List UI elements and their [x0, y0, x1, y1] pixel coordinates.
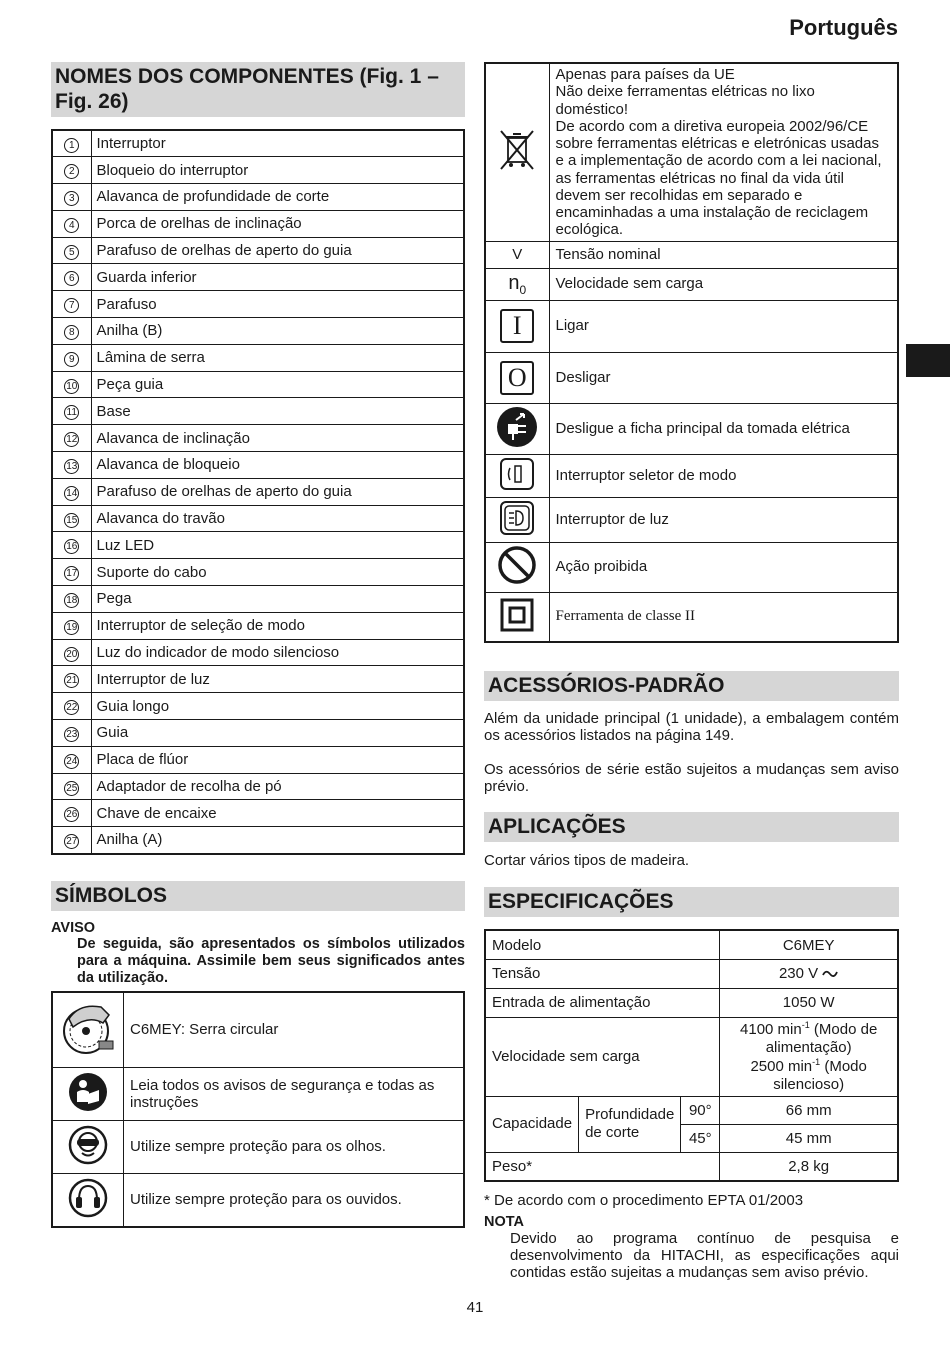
component-row	[52, 130, 464, 157]
component-number: 2	[52, 157, 91, 184]
component-row	[52, 344, 464, 371]
component-row	[52, 452, 464, 479]
unplug-icon	[485, 403, 549, 454]
left-column	[51, 62, 465, 1228]
component-number: 18	[52, 586, 91, 613]
component-label: Suporte do cabo	[91, 559, 464, 586]
component-row	[52, 532, 464, 559]
component-label: Interruptor de seleção de modo	[91, 612, 464, 639]
ear-protection-icon	[52, 1173, 124, 1227]
symbol-row	[485, 542, 898, 592]
component-label: Parafuso	[91, 291, 464, 318]
symbol-text: Ação proibida	[549, 542, 898, 592]
component-row	[52, 291, 464, 318]
symbol-row	[485, 352, 898, 403]
applications-text: Cortar vários tipos de madeira.	[484, 852, 690, 869]
component-row	[52, 398, 464, 425]
component-row	[52, 827, 464, 854]
component-label: Adaptador de recolha de pó	[91, 773, 464, 800]
circular-saw-icon	[52, 992, 124, 1068]
spec-label: Tensão	[485, 959, 720, 988]
component-number: 23	[52, 720, 91, 747]
spec-row	[485, 1152, 898, 1181]
component-number: 1	[52, 130, 91, 157]
component-row	[52, 318, 464, 345]
spec-row	[485, 1096, 898, 1124]
component-label: Luz LED	[91, 532, 464, 559]
note-text: Devido ao programa contínuo de pesquisa e desenvolvimento da HITACHI, as especificações aqui contidas estão sujeitas a mudanças sem aviso prévio.	[510, 1229, 899, 1281]
class-ii-icon	[485, 592, 549, 642]
component-number: 24	[52, 746, 91, 773]
component-number: 26	[52, 800, 91, 827]
component-number: 15	[52, 505, 91, 532]
symbol-row	[485, 300, 898, 352]
symbol-row	[485, 268, 898, 300]
component-number: 13	[52, 452, 91, 479]
component-label: Lâmina de serra	[91, 344, 464, 371]
component-number: 16	[52, 532, 91, 559]
symbol-row	[52, 1120, 464, 1173]
component-number: 5	[52, 237, 91, 264]
spec-label: Profundidade de corte	[579, 1096, 681, 1152]
component-number: 3	[52, 184, 91, 211]
symbols-table-right	[484, 62, 899, 643]
component-label: Placa de flúor	[91, 746, 464, 773]
symbols-heading: SÍMBOLOS	[51, 881, 465, 911]
components-table	[51, 129, 465, 855]
accessories-text-1: Além da unidade principal (1 unidade), a embalagem contém os acessórios listados na página 149.	[484, 710, 899, 745]
ac-wave-icon	[822, 969, 838, 979]
component-number: 14	[52, 478, 91, 505]
symbol-row	[485, 403, 898, 454]
spec-angle: 90°	[681, 1096, 720, 1124]
spec-value: 230 V	[720, 959, 898, 988]
warning-label: AVISO	[51, 919, 96, 936]
section-tab-marker	[906, 344, 950, 377]
note-label: NOTA	[484, 1213, 525, 1230]
symbol-text: Utilize sempre proteção para os ouvidos.	[124, 1173, 465, 1227]
spec-value: C6MEY	[720, 930, 898, 959]
component-row	[52, 720, 464, 747]
spec-row	[485, 959, 898, 988]
component-row	[52, 666, 464, 693]
component-label: Guia	[91, 720, 464, 747]
spec-label: Peso*	[485, 1152, 720, 1181]
component-row	[52, 371, 464, 398]
component-label: Parafuso de orelhas de aperto do guia	[91, 237, 464, 264]
component-label: Guarda inferior	[91, 264, 464, 291]
component-row	[52, 773, 464, 800]
component-label: Interruptor de luz	[91, 666, 464, 693]
spec-value: 66 mm	[720, 1096, 898, 1124]
component-number: 12	[52, 425, 91, 452]
spec-label: Entrada de alimentação	[485, 988, 720, 1017]
symbol-text: Desligue a ficha principal da tomada elétrica	[549, 403, 898, 454]
warning-text: De seguida, são apresentados os símbolos utilizados para a máquina. Assimile bem seus significados antes da utilização.	[77, 935, 465, 986]
symbol-text: C6MEY: Serra circular	[124, 992, 465, 1068]
read-manual-icon	[52, 1067, 124, 1120]
symbol-text: Velocidade sem carga	[549, 268, 898, 300]
component-row	[52, 639, 464, 666]
spec-value: 45 mm	[720, 1124, 898, 1152]
spec-angle: 45°	[681, 1124, 720, 1152]
symbol-row	[485, 454, 898, 497]
component-label: Bloqueio do interruptor	[91, 157, 464, 184]
voltage-symbol: V	[485, 241, 549, 268]
component-number: 8	[52, 318, 91, 345]
component-number: 9	[52, 344, 91, 371]
eye-protection-icon	[52, 1120, 124, 1173]
right-column	[484, 62, 899, 1281]
spec-value: 2,8 kg	[720, 1152, 898, 1181]
symbol-row	[52, 1067, 464, 1120]
component-number: 17	[52, 559, 91, 586]
component-label: Alavanca de profundidade de corte	[91, 184, 464, 211]
component-row	[52, 586, 464, 613]
component-row	[52, 157, 464, 184]
component-row	[52, 478, 464, 505]
component-label: Pega	[91, 586, 464, 613]
no-load-speed-symbol: $n_0$	[485, 268, 549, 300]
symbol-row	[485, 592, 898, 642]
prohibited-icon	[485, 542, 549, 592]
component-row	[52, 559, 464, 586]
component-label: Luz do indicador de modo silencioso	[91, 639, 464, 666]
symbol-text: Ligar	[549, 300, 898, 352]
symbols-table-left	[51, 991, 465, 1228]
symbol-text: Desligar	[549, 352, 898, 403]
spec-label: Velocidade sem carga	[485, 1017, 720, 1096]
component-row	[52, 746, 464, 773]
symbol-row	[52, 1173, 464, 1227]
spec-row	[485, 988, 898, 1017]
mode-switch-icon	[485, 454, 549, 497]
component-label: Alavanca de inclinação	[91, 425, 464, 452]
specifications-table	[484, 929, 899, 1182]
symbol-text: Ferramenta de classe II	[549, 592, 898, 642]
symbol-text: Utilize sempre proteção para os olhos.	[124, 1120, 465, 1173]
component-number: 21	[52, 666, 91, 693]
component-row	[52, 237, 464, 264]
component-label: Guia longo	[91, 693, 464, 720]
spec-label: Capacidade	[485, 1096, 579, 1152]
component-row	[52, 612, 464, 639]
specifications-heading: ESPECIFICAÇÕES	[484, 887, 899, 917]
language-label: Português	[789, 15, 898, 40]
symbol-text: Tensão nominal	[549, 241, 898, 268]
eu-disposal-text: Apenas para países da UE Não deixe ferramentas elétricas no lixo doméstico! De acordo com a diretiva europeia 2002/96/CE sobre ferramentas elétricas e eletrónicas usadas e a implementação de acordo com a lei nacional, as ferramentas elétricas no final da vida útil devem ser recolhidas em separado e encaminhadas a uma instalação de reciclagem ecológica.	[549, 63, 898, 241]
spec-row	[485, 1017, 898, 1096]
component-number: 27	[52, 827, 91, 854]
component-label: Parafuso de orelhas de aperto do guia	[91, 478, 464, 505]
component-row	[52, 264, 464, 291]
component-label: Peça guia	[91, 371, 464, 398]
component-row	[52, 800, 464, 827]
accessories-text-2: Os acessórios de série estão sujeitos a mudanças sem aviso prévio.	[484, 760, 899, 795]
accessories-heading: ACESSÓRIOS-PADRÃO	[484, 671, 899, 701]
component-row	[52, 425, 464, 452]
component-number: 4	[52, 210, 91, 237]
components-heading: NOMES DOS COMPONENTES (Fig. 1 – Fig. 26)	[51, 62, 465, 117]
spec-label: Modelo	[485, 930, 720, 959]
spec-value: 4100 $\min^{-1}$ (Modo de alimentação) 2500 $\min^{-1}$ (Modo silencioso)	[720, 1017, 898, 1096]
component-number: 19	[52, 612, 91, 639]
component-number: 10	[52, 371, 91, 398]
spec-row	[485, 930, 898, 959]
symbol-row	[52, 992, 464, 1068]
symbol-row	[485, 497, 898, 542]
component-number: 6	[52, 264, 91, 291]
component-number: 11	[52, 398, 91, 425]
applications-heading: APLICAÇÕES	[484, 812, 899, 842]
component-label: Anilha (B)	[91, 318, 464, 345]
component-number: 20	[52, 639, 91, 666]
symbol-text: Interruptor de luz	[549, 497, 898, 542]
component-label: Base	[91, 398, 464, 425]
page-number: 41	[466, 1299, 484, 1316]
component-label: Alavanca do travão	[91, 505, 464, 532]
component-row	[52, 505, 464, 532]
symbol-row	[485, 241, 898, 268]
component-label: Anilha (A)	[91, 827, 464, 854]
symbol-text: Interruptor seletor de modo	[549, 454, 898, 497]
spec-footnote: * De acordo com o procedimento EPTA 01/2003	[484, 1192, 804, 1210]
component-row	[52, 184, 464, 211]
symbol-row	[485, 63, 898, 241]
component-number: 7	[52, 291, 91, 318]
light-switch-icon	[485, 497, 549, 542]
component-label: Interruptor	[91, 130, 464, 157]
symbol-text: Leia todos os avisos de segurança e todas as instruções	[124, 1067, 465, 1120]
crossed-bin-icon	[485, 63, 549, 241]
component-row	[52, 693, 464, 720]
switch-on-icon: I	[485, 300, 549, 352]
component-number: 22	[52, 693, 91, 720]
component-number: 25	[52, 773, 91, 800]
switch-off-icon: O	[485, 352, 549, 403]
component-label: Chave de encaixe	[91, 800, 464, 827]
component-label: Porca de orelhas de inclinação	[91, 210, 464, 237]
component-row	[52, 210, 464, 237]
spec-value: 1050 W	[720, 988, 898, 1017]
component-label: Alavanca de bloqueio	[91, 452, 464, 479]
